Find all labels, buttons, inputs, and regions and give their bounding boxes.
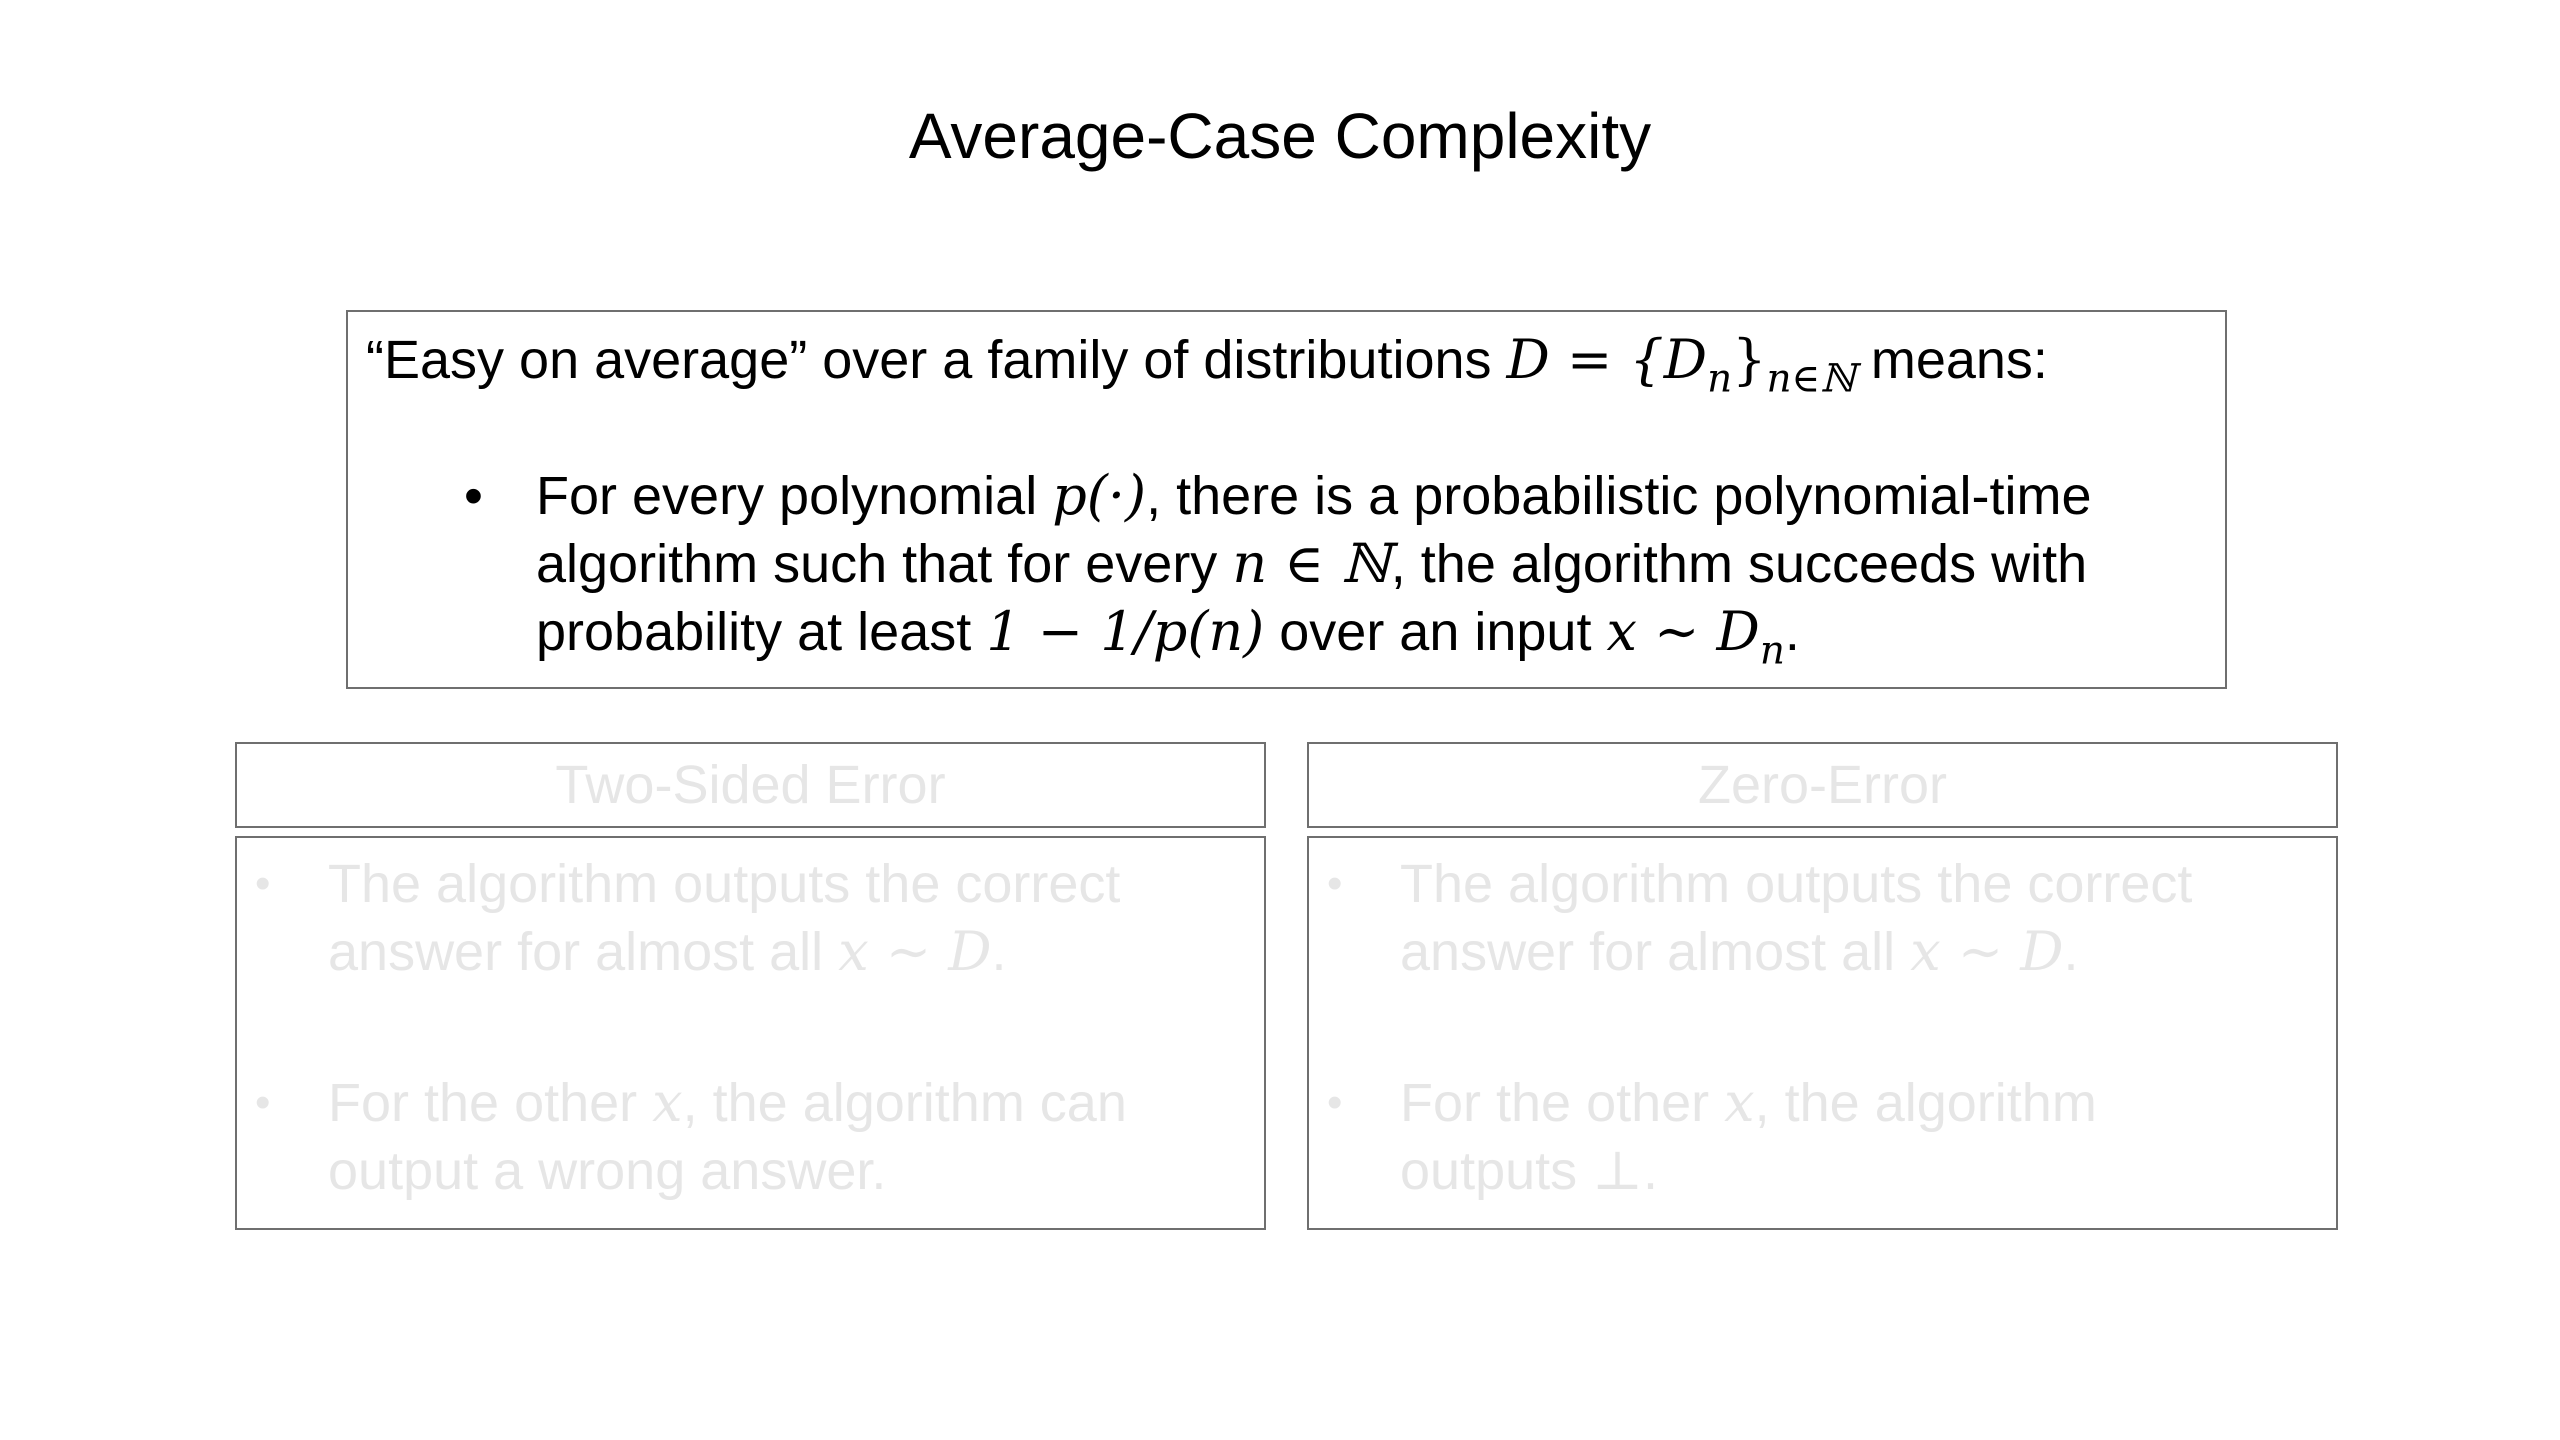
text: outputs	[1400, 1141, 1578, 1201]
intro-math-close: }	[1732, 328, 1767, 391]
bullet-text	[328, 1069, 1248, 1205]
text: .	[1784, 602, 1800, 662]
text: For the other	[1400, 1073, 1710, 1133]
intro-math-sub-set: n∈ℕ	[1766, 356, 1856, 402]
text: answer for almost all	[1400, 922, 1896, 982]
text: The algorithm outputs the correct	[1400, 854, 2193, 914]
text: , the algorithm	[1754, 1073, 2097, 1133]
math-input-distribution	[1606, 600, 1785, 674]
text: , there is a probabilistic polynomial-time	[1146, 466, 2092, 526]
intro-suffix: means:	[1870, 330, 2048, 390]
bullet-icon: •	[255, 859, 271, 908]
math-main: x ∼ D	[1606, 600, 1760, 663]
text: , the algorithm succeeds with	[1390, 534, 2088, 594]
zero-error-panel	[1307, 836, 2338, 1230]
zero-error-header: Zero-Error	[1307, 742, 2338, 828]
text: algorithm such that for every	[536, 534, 1218, 594]
intro-prefix: “Easy on average” over a family of distributions	[366, 330, 1492, 390]
text-line	[1400, 918, 2320, 986]
text: .	[2063, 922, 2079, 982]
text: output a wrong answer.	[328, 1141, 887, 1201]
text: .	[991, 922, 1007, 982]
definition-bullet-line-1	[536, 462, 2196, 530]
definition-bullet-line-3	[536, 598, 2196, 674]
text-line	[1400, 1069, 2320, 1137]
math-polynomial: p(·)	[1052, 464, 1147, 527]
bullet-text	[328, 850, 1248, 986]
math-x-from-d: x ∼ D	[838, 920, 992, 983]
definition-bullet-line-2	[536, 530, 2196, 598]
bullet-icon: •	[464, 466, 483, 526]
text-line	[1400, 1137, 2320, 1205]
math-sub: n	[1759, 628, 1785, 674]
text: over an input	[1279, 602, 1592, 662]
slide-title: Average-Case Complexity	[908, 100, 1652, 172]
definition-box	[346, 310, 2227, 689]
math-x-from-d: x ∼ D	[1910, 920, 2064, 983]
math-x: x	[1724, 1071, 1755, 1134]
text-line	[328, 918, 1248, 986]
math-success-probability: 1 − 1/p(n)	[986, 600, 1265, 663]
text: For every polynomial	[536, 466, 1038, 526]
text: The algorithm outputs the correct	[328, 854, 1121, 914]
intro-math	[1506, 328, 1856, 402]
math-x: x	[652, 1071, 683, 1134]
math-n-in-naturals: n ∈ ℕ	[1232, 532, 1391, 595]
two-sided-error-panel	[235, 836, 1266, 1230]
text-line	[328, 1069, 1248, 1137]
bullet-icon: •	[255, 1078, 271, 1127]
text: answer for almost all	[328, 922, 824, 982]
bullet-icon: •	[1327, 859, 1343, 908]
bullet-icon: •	[1327, 1078, 1343, 1127]
text: For the other	[328, 1073, 638, 1133]
two-sided-error-header: Two-Sided Error	[235, 742, 1266, 828]
text: probability at least	[536, 602, 972, 662]
definition-intro	[366, 326, 2048, 402]
text: .	[1642, 1141, 1658, 1201]
bullet-text	[1400, 1069, 2320, 1205]
text: , the algorithm can	[682, 1073, 1127, 1133]
definition-bullet	[536, 462, 2196, 674]
intro-math-sub-n: n	[1707, 356, 1733, 402]
intro-math-main: D = {D	[1506, 328, 1708, 391]
math-bottom-symbol: ⊥	[1592, 1139, 1643, 1202]
bullet-text	[1400, 850, 2320, 986]
